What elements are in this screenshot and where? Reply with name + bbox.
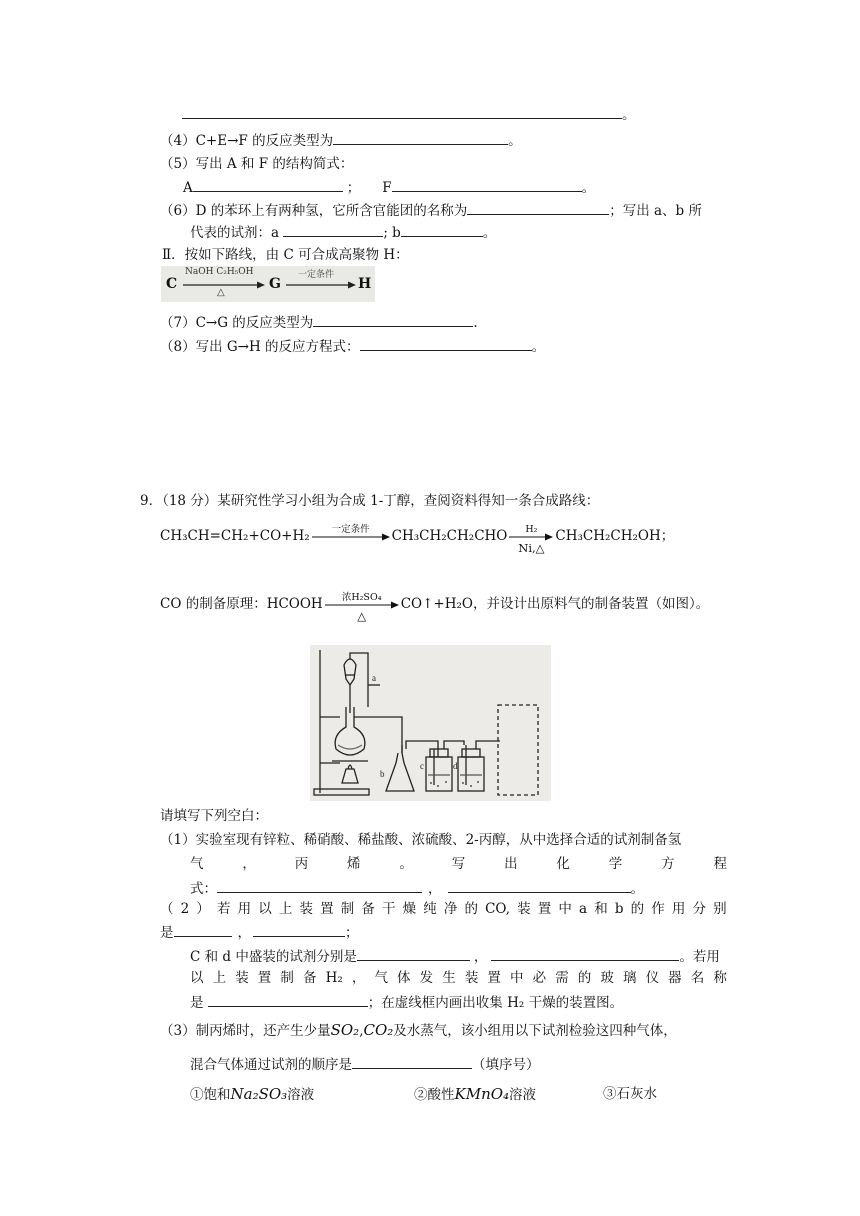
- subquestion-3-line1: （3）制丙烯时，还产生少量SO₂,CO₂及水蒸气，该小组用以下试剂检验这四种气体，: [160, 1021, 677, 1039]
- question-6-line2: 代表的试剂：a ; b 。: [190, 222, 496, 242]
- right-arrow-icon: →: [227, 133, 239, 149]
- right-arrow-icon: →: [205, 315, 218, 331]
- question-4: （4）C+E→F 的反应类型为 。: [160, 130, 522, 150]
- fill-prompt: 请填写下列空白：: [160, 808, 268, 824]
- blank[interactable]: [283, 222, 383, 237]
- subquestion-2-line1: （ 2 ） 若 用 以 上 装 置 制 备 干 燥 纯 净 的 CO, 装 置 中 a 和 b 的 作 用 分 别: [160, 901, 727, 917]
- subquestion-2-line3: C 和 d 中盛装的试剂分别是 ， 。若用: [190, 946, 720, 966]
- blank[interactable]: [467, 200, 609, 215]
- subquestion-1-line3: 式： ， 。: [190, 878, 644, 898]
- question-9-intro: 9．（18 分）某研究性学习小组为合成 1-丁醇，查阅资料得知一条合成路线：: [140, 493, 600, 509]
- arrow-2: [286, 281, 356, 289]
- label-b: b: [380, 769, 385, 779]
- blank[interactable]: [360, 336, 532, 351]
- label-c: c: [420, 761, 424, 771]
- blank[interactable]: [208, 992, 368, 1007]
- blank[interactable]: [217, 878, 422, 893]
- subquestion-1-line1: （1）实验室现有锌粒、稀硝酸、稀盐酸、浓硫酸、2-丙醇，从中选择合适的试剂制备氢: [160, 832, 682, 848]
- route-image: C NaOH C₂H₅OH △ G 一定条件 H: [161, 266, 375, 302]
- equation-1: CH₃CH=CH₂+CO+H₂ 一定条件 CH₃CH₂CH₂CHO H₂ Ni,△ CH₃CH₂CH₂OH；: [160, 523, 675, 555]
- reaction-arrow: 一定条件: [312, 533, 390, 541]
- blank[interactable]: [491, 946, 679, 961]
- blank[interactable]: [401, 222, 483, 237]
- right-arrow-icon: →: [237, 339, 249, 355]
- blank[interactable]: [253, 922, 345, 937]
- option-1: ①饱和Na₂SO₃溶液: [190, 1085, 315, 1103]
- subquestion-1-line2: 气 ， 丙 烯 。 写 出 化 学 方 程: [190, 856, 727, 872]
- part-2-heading: Ⅱ．按如下路线，由 C 可合成高聚物 H：: [162, 247, 409, 263]
- question-5: （5）写出 A 和 F 的结构简式：: [160, 156, 354, 172]
- question-6-line1: （6）D 的苯环上有两种氢，它所含官能团的名称为 ；写出 a、b 所: [160, 200, 702, 220]
- label-d: d: [453, 761, 458, 771]
- blank[interactable]: [313, 312, 473, 327]
- subquestion-2-line4: 以 上 装 置 制 备 H₂ ， 气 体 发 生 装 置 中 必 需 的 玻 璃 仪 器 名 称: [190, 970, 727, 986]
- question-7: （7）C→G 的反应类型为 .: [160, 312, 478, 332]
- label-a: a: [372, 673, 376, 683]
- question-8: （8）写出 G→H 的反应方程式： 。: [160, 336, 545, 356]
- blank[interactable]: [182, 104, 622, 119]
- apparatus-drawing: [310, 645, 551, 801]
- apparatus-figure: [310, 645, 551, 801]
- blank[interactable]: [193, 177, 343, 192]
- option-3: ③石灰水: [603, 1086, 657, 1102]
- blank[interactable]: [352, 1054, 472, 1069]
- answer-line-top: 。: [182, 104, 636, 124]
- reaction-arrow: 浓H₂SO₄ △: [325, 601, 399, 609]
- subquestion-2-line5: 是 ；在虚线框内画出收集 H₂ 干燥的装置图。: [190, 992, 623, 1012]
- reaction-arrow: H₂ Ni,△: [509, 533, 553, 541]
- options-row: [190, 1085, 314, 1104]
- question-5-answers: A ； F 。: [183, 177, 595, 197]
- option-2: ②酸性KMnO₄溶液: [414, 1085, 537, 1103]
- blank[interactable]: [448, 878, 631, 893]
- subquestion-2-line2: 是 ， ；: [160, 922, 359, 942]
- blank[interactable]: [333, 130, 508, 145]
- blank[interactable]: [357, 946, 470, 961]
- subquestion-3-line2: 混合气体通过试剂的顺序是 （填序号）: [190, 1054, 540, 1074]
- equation-2: CO 的制备原理：HCOOH 浓H₂SO₄ △ CO↑+H₂O，并设计出原料气的制备装置（如图）。: [160, 591, 710, 623]
- blank[interactable]: [392, 177, 582, 192]
- blank[interactable]: [174, 922, 232, 937]
